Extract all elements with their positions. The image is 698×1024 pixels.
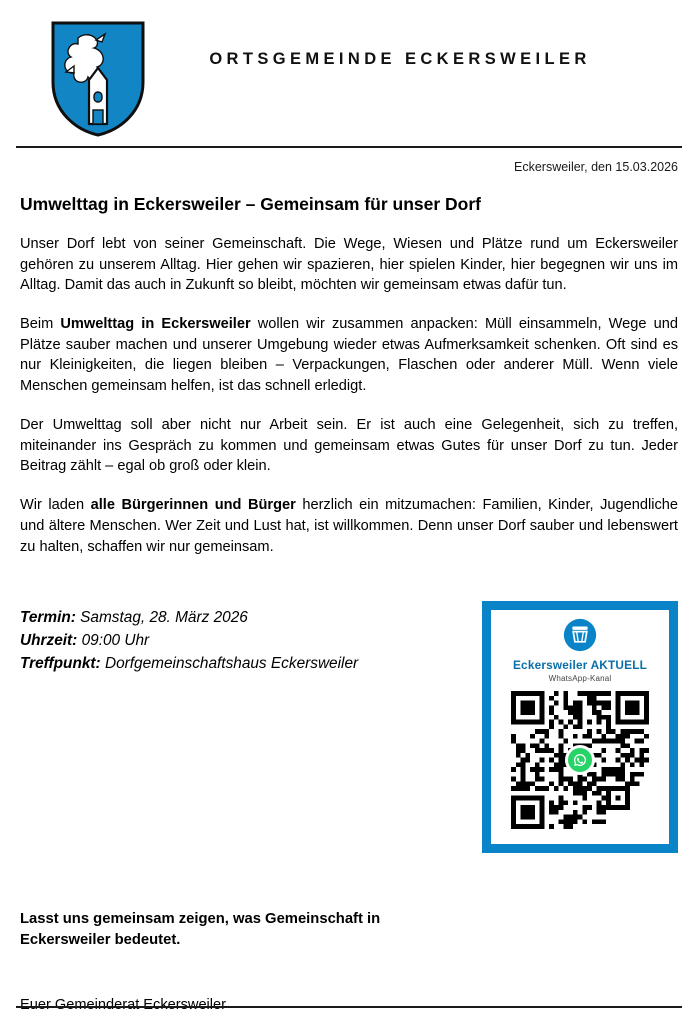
body-paragraph (16, 314, 682, 397)
crest-container (50, 20, 146, 138)
detail-value: 09:00 Uhr (77, 632, 150, 650)
paragraph-text: herzlich ein mitzumachen: Familien, Kinder, Jugendliche und ältere Menschen. Wer Zeit und Lust hat, ist willkommen. Denn unser Dorf sauber und lebenswert zu halten, schaffen wir nur gemeinsam. (20, 497, 678, 555)
paragraph-text: Unser Dorf lebt von seiner Gemeinschaft. Die Wege, Wiesen und Plätze rund um Eckersweiler gehören zu unserem Alltag. Hier gehen wir spazieren, hier spielen Kinder, hier begegnen wir uns im Alltag. Damit das auch in Zukunft so bleibt, möchten wir gemeinsam etwas dafür tun. (20, 235, 678, 294)
paragraph-text: Der Umwelttag soll aber nicht nur Arbeit sein. Er ist auch eine Gelegenheit, sich zu treffen, miteinander ins Gespräch zu kommen und gemeinsam etwas Gutes für unser Dorf zu tun. Jeder Beitrag zählt – egal ob groß oder klein. (20, 416, 678, 475)
coat-of-arms-icon (50, 20, 146, 138)
channel-logo-icon (563, 618, 597, 652)
body-paragraph (16, 495, 682, 557)
body-paragraph (16, 234, 682, 296)
detail-value: Samstag, 28. März 2026 (75, 609, 248, 627)
place-date-line: Eckersweiler, den 15.03.2026 (514, 160, 678, 174)
detail-label: Termin: (20, 609, 76, 627)
detail-label: Treffpunkt: (20, 654, 101, 672)
detail-value: Dorfgemeinschaftshaus Eckersweiler (100, 654, 359, 672)
detail-label: Uhrzeit: (20, 632, 78, 650)
footer-divider (16, 1006, 682, 1008)
paragraph-list (16, 234, 682, 557)
paragraph-text: wollen wir zusammen anpacken: Müll einsammeln, Wege und Plätze sauber machen und unserer Umgebung wieder etwas Aufmerksamkeit schenken. Oft sind es nur Kleinigkeiten, die liegen bleiben – Verpackungen, Flaschen oder anderer Müll. Wenn viele Menschen gemeinsam helfen, ist das schnell erledigt. (20, 316, 678, 395)
details-and-qr (16, 601, 682, 853)
closing-statement: Lasst uns gemeinsam zeigen, was Gemeinschaft in Eckersweiler bedeutet. (20, 911, 381, 949)
emphasis-text: Umwelttag in Eckersweiler (60, 316, 251, 333)
organisation-title: ORTSGEMEINDE ECKERSWEILER (209, 50, 591, 68)
document-body (16, 152, 682, 996)
body-paragraph (16, 415, 682, 477)
header-divider (16, 146, 682, 148)
paragraph-text: Wir laden (20, 497, 91, 514)
event-details (20, 601, 464, 676)
detail-row (20, 653, 464, 675)
document-header (0, 0, 698, 130)
detail-row (20, 607, 464, 629)
channel-title: Eckersweiler AKTUELL (512, 658, 648, 673)
whatsapp-icon (572, 752, 588, 768)
emphasis-text: alle Bürgerinnen und Bürger (90, 497, 296, 514)
channel-subtitle: WhatsApp-Kanal (548, 674, 612, 684)
whatsapp-channel-card[interactable] (482, 601, 678, 853)
paragraph-text: Beim (20, 316, 61, 333)
qr-code[interactable] (511, 691, 649, 829)
whatsapp-badge (565, 745, 595, 775)
detail-row (20, 630, 464, 652)
page-title: Umwelttag in Eckersweiler – Gemeinsam für unser Dorf (20, 194, 481, 214)
